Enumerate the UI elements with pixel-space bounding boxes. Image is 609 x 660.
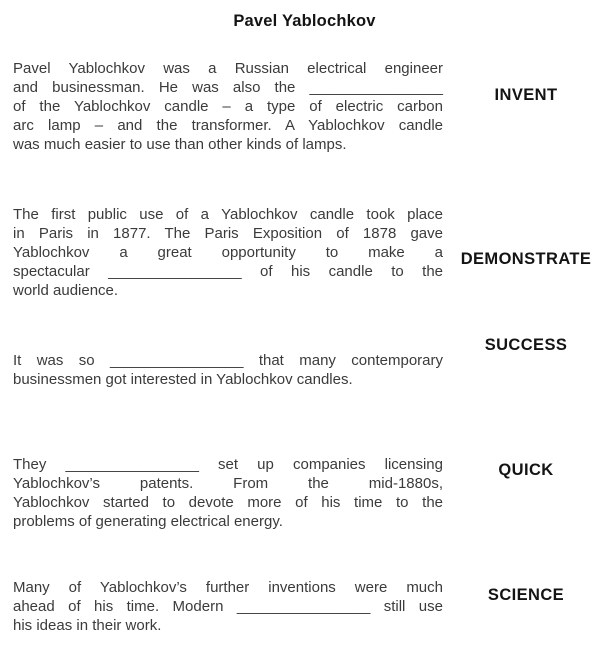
text-line: was much easier to use than other kinds of lamps. (13, 136, 347, 153)
keyword-science: SCIENCE (487, 586, 565, 604)
text-line: in Paris in 1877. The Paris Exposition of 1878 gave (13, 225, 443, 242)
text-line: problems of generating electrical energy. (13, 513, 283, 530)
text-line: Yablochkov’s patents. From the mid-1880s, (13, 475, 443, 492)
text-line: his ideas in their work. (13, 617, 162, 634)
text-line: arc lamp – and the transformer. A Yablochkov candle (13, 117, 443, 134)
text-line: Yablochkov a great opportunity to make a (13, 244, 443, 261)
text-line: world audience. (13, 282, 119, 299)
keyword-success: SUCCESS (484, 336, 568, 354)
exercise-row-science (0, 578, 609, 635)
exercise-row-invent (0, 59, 609, 154)
text-line: of the Yablochkov candle – a type of electric carbon (13, 98, 443, 115)
exercise-row-quick (0, 455, 609, 531)
text-line: and businessman. He was also the ________________ (13, 79, 443, 96)
text-line: The first public use of a Yablochkov candle took place (13, 206, 443, 223)
paragraph-demonstrate (13, 205, 443, 300)
keyword-invent: INVENT (494, 86, 558, 104)
exercise-row-demonstrate (0, 205, 609, 300)
text-line: They ________________ set up companies licensing (13, 456, 443, 473)
keyword-demonstrate: DEMONSTRATE (460, 250, 592, 268)
text-line: spectacular ________________ of his candle to the (13, 263, 443, 280)
text-line: businessmen got interested in Yablochkov candles. (13, 371, 353, 388)
text-line: It was so ________________ that many contemporary (13, 352, 443, 369)
keyword-quick: QUICK (498, 461, 554, 479)
paragraph-success (13, 351, 443, 389)
paragraph-quick (13, 455, 443, 531)
paragraph-invent (13, 59, 443, 154)
text-line: ahead of his time. Modern ________________ still use (13, 598, 443, 615)
exercise-row-success (0, 337, 609, 389)
text-line: Yablochkov started to devote more of his time to the (13, 494, 443, 511)
page-title: Pavel Yablochkov (233, 12, 376, 30)
text-line: Many of Yablochkov’s further inventions were much (13, 579, 443, 596)
paragraph-science (13, 578, 443, 635)
text-line: Pavel Yablochkov was a Russian electrical engineer (13, 60, 443, 77)
